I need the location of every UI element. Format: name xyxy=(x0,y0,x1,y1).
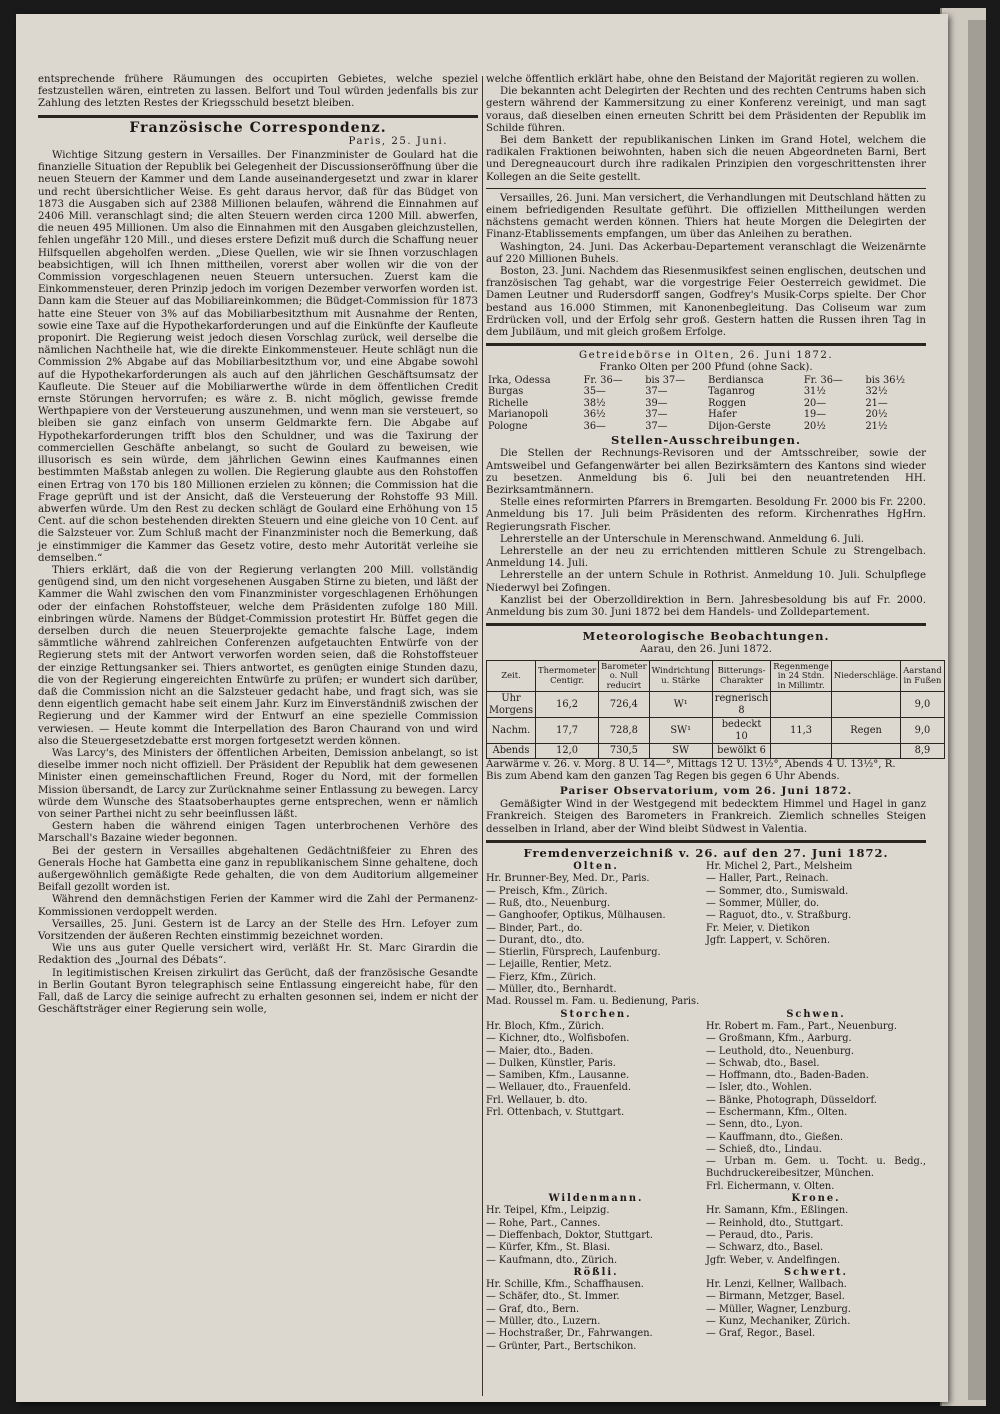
met-header-cell: Windrichtung u. Stärke xyxy=(649,660,712,692)
met-row xyxy=(487,692,945,718)
guest-entry: Frl. Wellauer, b. dto. xyxy=(486,1094,588,1106)
guest-entry: Hr. Brunner-Bey, Med. Dr., Paris. xyxy=(486,873,650,885)
guest-entry: — Kaufmann, dto., Zürich. xyxy=(486,1254,618,1266)
guest-entry: — Kauffmann, dto., Gießen. xyxy=(706,1131,844,1143)
guest-entry: Mad. Roussel m. Fam. u. Bedienung, Paris. xyxy=(486,996,700,1008)
guest-entry: — Binder, Part., do. xyxy=(486,922,583,934)
paragraph-9: In legitimistischen Kreisen zirkulirt das Gerücht, daß der französische Gesandte in Berlin Goutant Byron telegraphisch seine Entlassung eingereicht habe, für den Fall, daß de Larcy die seinige aufrecht zu erhalten gesonnen sei, indem er nicht der Geschäftsträger einer Regierung sein wolle, xyxy=(38,967,478,1016)
guest-entry: — Isler, dto., Wohlen. xyxy=(706,1082,812,1094)
met-cell xyxy=(771,692,832,718)
met-cell: Uhr Morgens xyxy=(487,692,536,718)
grain-cell: 31½ xyxy=(803,386,826,398)
met-header-cell: Bitterungs-Charakter xyxy=(712,660,771,692)
guest-entry: — Ganghoofer, Optikus, Mülhausen. xyxy=(486,910,666,922)
guest-entry: — Schwarz, dto., Basel. xyxy=(706,1242,824,1254)
grain-cell: Marianopoli xyxy=(488,409,549,421)
guest-entry: — Kürfer, Kfm., St. Blasi. xyxy=(486,1242,611,1254)
grain-cell: Hafer xyxy=(708,409,737,421)
met-cell: regnerisch 8 xyxy=(712,692,771,718)
grain-subtitle: Franko Olten per 200 Pfund (ohne Sack). xyxy=(599,362,813,374)
guest-entry: — Peraud, dto., Paris. xyxy=(706,1229,814,1241)
met-cell: 16,2 xyxy=(536,692,599,718)
guest-entry: — Graf, dto., Bern. xyxy=(486,1303,580,1315)
section-rule xyxy=(486,840,926,843)
stellen-heading: Stellen-Ausschreibungen. xyxy=(611,433,801,448)
column-divider xyxy=(482,76,483,1396)
met-table xyxy=(486,660,945,759)
stellen-p2: Stelle eines reformirten Pfarrers in Bremgarten. Besoldung Fr. 2000 bis Fr. 2200. Anmeldung bis 17. Juli beim Präsidenten des reform. Kirchenrathes HgHrn. Regierungsrath Fischer. xyxy=(486,497,926,533)
guest-entry: Fr. Meier, v. Dietikon xyxy=(706,922,810,934)
paragraph-4: Gestern haben die während einigen Tagen unterbrochenen Verhöre des Marschall's Bazaine wieder begonnen. xyxy=(38,821,478,845)
met-header-cell: Aarstand in Fußen xyxy=(901,660,944,692)
guest-entry: — Durant, dto., dto. xyxy=(486,934,585,946)
met-cell: 11,3 xyxy=(771,718,832,744)
stellen-p1: Die Stellen der Rechnungs-Revisoren und der Amtsschreiber, sowie der Amtsweibel und Gefangenwärter bei allen Bezirksämtern des Kantons sind wieder zu besetzen. Anmeldung bis 6. Juli bei den neuantretenden HH. Bezirksamtmännern. xyxy=(486,448,926,496)
fremden-right xyxy=(706,1009,926,1193)
met-row xyxy=(487,718,945,744)
guest-entry: — Hochstraßer, Dr., Fahrwangen. xyxy=(486,1328,653,1340)
met-cell: bewölkt 6 xyxy=(712,744,771,759)
right-paragraph-6: Boston, 23. Juni. Nachdem das Riesenmusikfest seinen englischen, deutschen und französischen Tag gehabt, war die vorgestrige Feier Oesterreich gewidmet. Die Damen Leutner und Rudersdorff sangen, Godfrey's Musik-Corps spielte. Der Chor bestand aus 16.000 Stimmen, mit Kanonenbegleitung. Das Coliseum war zum Erdrücken voll, und der Erfolg sehr groß. Gestern hatten die Russen ihren Tag in dem Jubiläum, und mit gleich großem Erfolge. xyxy=(486,266,926,339)
grain-cell: 35— xyxy=(583,386,606,398)
right-paragraph-5: Washington, 24. Juni. Das Ackerbau-Departement veranschlagt die Weizenärnte auf 220 Millionen Buhels. xyxy=(486,241,926,265)
guest-entry: Hr. Bloch, Kfm., Zürich. xyxy=(486,1020,605,1032)
grain-cell: 32½ xyxy=(865,386,888,398)
left-column xyxy=(38,74,478,1016)
fremden-right xyxy=(706,1267,926,1353)
back-page-shadow xyxy=(968,20,986,1400)
met-cell: 8,9 xyxy=(901,744,944,759)
guest-entry: — Urban m. Gem. u. Tocht. u. Bedg., Buchdruckereibesitzer, München. xyxy=(706,1156,926,1180)
paragraph-3: Was Larcy's, des Ministers der öffentlichen Arbeiten, Demission anbelangt, so ist dieselbe immer noch nicht offiziell. Der Präsident der Republik hat dem gewesenen Minister einen gemeinschaftlichen Freund, Roger du Nord, mit der formellen Mission übersandt, de Larcy zur Zurücknahme seiner Entlassung zu bewegen. Larcy würde dem Wunsche des Staatsoberhauptes gerne entsprechen, wenn er nämlich von seiner Parthei nicht zu sehr beeinflussen läßt. xyxy=(38,747,478,820)
guest-entry: — Raguot, dto., v. Straßburg. xyxy=(706,910,852,922)
guest-entry: — Sommer, Müller, do. xyxy=(706,897,820,909)
hotel-name: Rößli. xyxy=(573,1266,619,1278)
right-paragraph-2: Die bekannten acht Delegirten der Rechten und des rechten Centrums haben sich gestern während der Kammersitzung zu einer Konferenz vereinigt, und man sagt voraus, daß dieselben einen erneuten Schritt bei dem Präsidenten der Republik im Schilde führen. xyxy=(486,86,926,134)
grain-cell: 36— xyxy=(583,420,606,432)
guest-entry: Frl. Ottenbach, v. Stuttgart. xyxy=(486,1106,625,1118)
guest-entry: — Müller, dto., Luzern. xyxy=(486,1316,601,1328)
fremden-left xyxy=(486,1009,706,1193)
grain-cell: 37— xyxy=(645,409,668,421)
paragraph-1: Wichtige Sitzung gestern in Versailles. Der Finanzminister de Goulard hat die finanzielle Situation der Republik bei Gelegenheit der Discussionseröffnung über die neuen Steuern der Kammer und dem Lande auseinandergesetzt und zwar in klarer und recht übersichtlicher Weise. Es geht daraus hervor, daß für das Büdget von 1873 die Ausgaben sich auf 2388 Millionen belaufen, während die Einnahmen auf 2406 Mill. veranschlagt sind; die alten Steuern werden circa 1200 Mill. abwerfen, die neuen 495 Millionen. Um also die Einnahmen mit den Ausgaben gleichzustellen, fehlen ungefähr 120 Mill., und dieses erstere Defizit muß durch die Schaffung neuer Hilfsquellen abgeholfen werden. „Diese Quellen, wie wir sie Ihnen vorzuschlagen beabsichtigen, will ich Ihnen mittheilen, vorerst aber wollen wir die von der Commission vorgeschlagenen neuen Steuern untersuchen. Zuerst kam die Einkommensteuer, deren Prinzip jedoch im vorigen Dezember verworfen worden ist. Dann kam die Steuer auf das Mobiliareinkommen; die Büdget-Commission für 1873 hatte eine Steuer von 3% auf das Mobiliarbesitzthum mit Ausnahme der Renten, sowie eine Taxe auf die Hypothekarforderungen und auf die Einkünfte der Kaufleute proponirt. Die Regierung weist jedoch diesen Vorschlag zurück, weil derselbe die nämlichen Nachtheile hat, wie die direkte Einkommensteuer. Heute schlägt nun die Commission 2% Abgabe auf das Mobiliarbesitzthum vor, und eine Abgabe sowohl auf die Hypothekarforderungen als auch auf den jährlichen Geschäftsumsatz der Kaufleute. Die Steuer auf die Mobiliarwerthe würde in dem öffentlichen Credit ernste Störungen hervorrufen; es wäre z. B. nicht möglich, gewisse fremde Werthpapiere von der Versteuerung auszunehmen, und wenn man sie versteuert, so bleiben sie ganz einfach von unserm Geldmarkte fern. Die Abgabe auf Hypothekarforderungen trifft blos den Schuldner, und was die Taxirung der commerciellen Geschäfte anbelangt, so sucht de Goulard zu beweisen, wie illusorisch es sein würde, dem jährlichen Gewinn eines Kaufmannes einen bestimmten Maßstab anlegen zu wollen. Die Regierung glaubte aus den Rohstoffen einen Ertrag von 170 bis 180 Millionen erzielen zu können; die Commission hat die Frage geprüft und ist der Ansicht, daß die Versteuerung der Rohstoffe 93 Mill. abwerfen würde. Um den Rest zu decken schlägt de Goulard eine Erhöhung von 15 Cent. auf die schon bestehenden direkten Steuern und eine gleiche von 10 Cent. auf die Salzsteuer vor. Zum Schluß macht der Finanzminister noch die Bemerkung, daß je einstimmiger die Kammer das Gesetz votire, desto mehr Autorität verleihe sie demselben.“ xyxy=(38,150,478,564)
right-paragraph-1: welche öffentlich erklärt habe, ohne den Beistand der Majorität regieren zu wollen. xyxy=(486,74,920,85)
met-heading: Meteorologische Beobachtungen. xyxy=(582,629,830,644)
guest-entry: — Stierlin, Fürsprech, Laufenburg. xyxy=(486,947,661,959)
fremden-section xyxy=(486,1267,926,1353)
section-rule xyxy=(486,343,926,346)
met-cell: W¹ xyxy=(649,692,712,718)
hotel-name: Schwert. xyxy=(784,1266,848,1278)
met-header-cell: Thermometer Centigr. xyxy=(536,660,599,692)
stellen-p5: Lehrerstelle an der untern Schule in Rothrist. Anmeldung 10. Juli. Schulpflege Niederwyl bei Zofingen. xyxy=(486,570,926,594)
grain-cell: 39— xyxy=(645,397,668,409)
grain-cell: 20½ xyxy=(865,409,888,421)
guest-entry: — Preisch, Kfm., Zürich. xyxy=(486,885,608,897)
fremden-right xyxy=(706,861,926,1009)
guest-entry: — Sommer, dto., Sumiswald. xyxy=(706,885,849,897)
paragraph-8: Wie uns aus guter Quelle versichert wird, verläßt Hr. St. Marc Girardin die Redaktion des „Journal des Débats“. xyxy=(38,943,478,967)
grain-cell: Dijon-Gerste xyxy=(708,420,771,432)
guest-entry: — Schwab, dto., Basel. xyxy=(706,1057,820,1069)
fremden-left xyxy=(486,1193,706,1267)
grain-cell: 20— xyxy=(803,397,827,409)
stellen-p6: Kanzlist bei der Oberzolldirektion in Bern. Jahresbesoldung bis auf Fr. 2000. Anmeldung bis zum 30. Juni 1872 bei dem Handels- und Zolldepartement. xyxy=(486,594,926,619)
hotel-name: Storchen. xyxy=(560,1008,632,1020)
guest-entry: — Haller, Part., Reinach. xyxy=(706,873,829,885)
guest-entry: — Schäfer, dto., St. Immer. xyxy=(486,1291,620,1303)
fremden-right xyxy=(706,1193,926,1267)
guest-entry: Hr. Samann, Kfm., Eßlingen. xyxy=(706,1205,849,1217)
fremden-left xyxy=(486,861,706,1009)
hotel-name: Olten. xyxy=(573,861,619,873)
grain-cell: bis 36½ xyxy=(865,374,905,386)
guest-entry: — Samiben, Kfm., Lausanne. xyxy=(486,1070,630,1082)
met-cell: Regen xyxy=(831,718,900,744)
met-cell: SW xyxy=(649,744,712,759)
stellen-p4: Lehrerstelle an der neu zu errichtenden mittleren Schule zu Strengelbach. Anmeldung 14. Juli. xyxy=(486,546,926,570)
section-rule xyxy=(38,115,478,118)
met-cell xyxy=(831,692,900,718)
grain-cell: 19— xyxy=(803,409,827,421)
met-cell xyxy=(831,744,900,759)
grain-cell: Berdiansca xyxy=(708,374,764,386)
met-header-cell: Zeit. xyxy=(487,660,536,692)
grain-cell: Taganrog xyxy=(708,386,756,398)
guest-entry: Hr. Michel 2, Part., Melsheim xyxy=(706,861,853,873)
met-note-2: Bis zum Abend kam den ganzen Tag Regen bis gegen 6 Uhr Abends. xyxy=(486,770,840,782)
guest-entry: — Dulken, Künstler, Paris. xyxy=(486,1057,616,1069)
guest-entry: — Grünter, Part., Bertschikon. xyxy=(486,1340,637,1352)
fremden-section xyxy=(486,861,926,1009)
guest-entry: — Schieß, dto., Lindau. xyxy=(706,1143,822,1155)
hotel-name: Schwen. xyxy=(786,1008,846,1020)
grain-title: Getreidebörse in Olten, 26. Juni 1872. xyxy=(578,350,834,362)
newspaper-page xyxy=(16,14,948,1402)
met-header-cell: Barometer o. Null reducirt xyxy=(599,660,649,692)
article-heading: Französische Correspondenz. xyxy=(129,119,387,136)
grain-row xyxy=(486,398,926,410)
met-cell: 728,8 xyxy=(599,718,649,744)
met-cell: 17,7 xyxy=(536,718,599,744)
guest-entry: — Reinhold, dto., Stuttgart. xyxy=(706,1217,844,1229)
grain-cell: Burgas xyxy=(488,386,524,398)
guest-entry: — Kunz, Mechaniker, Zürich. xyxy=(706,1316,851,1328)
article-dateline: Paris, 25. Juni. xyxy=(348,135,448,147)
grain-cell: 37— xyxy=(645,420,668,432)
hotel-name: Wildenmann. xyxy=(548,1193,644,1205)
paragraph-2: Thiers erklärt, daß die von der Regierung verlangten 200 Mill. vollständig genügend sind, um den nicht vorgesehenen Ausgaben Stirne zu bieten, und läßt der Kammer die Wahl zwischen den vom Finanzminister vorgeschlagenen Erhöhungen oder der einfachen Rohstoffsteuer, welche dem Präsidenten zufolge 180 Mill. einbringen würde. Namens der Büdget-Commission protestirt Hr. Büffet gegen die derselben durch die neuen Steuerprojekte gemachte falsche Lage, indem sämmtliche während zahlreichen Conferenzen aufgetauchten Entwürfe von der Regierung stets mit der Antwort verworfen worden seien, daß die Rohstoffsteuer der einzige Rettungsanker sei. Thiers antwortet, es genügten einige Stunden dazu, die von der Regierung eingereichten Entwürfe zu prüfen; er wundert sich darüber, daß die Commission nicht an die Salzsteuer gedacht habe, und fragt sich, was sie denn eigentlich gemacht habe seit einem Jahr. Kurz im Einverständniß zwischen der Regierung und der Kammer wird der Entwurf an eine spezielle Commission verwiesen. — Heute kommt die Interpellation des Baron Chaurand von und wird also die Steuergesetzdebatte erst morgen fortgesetzt werden können. xyxy=(38,564,478,747)
grain-cell: 37— xyxy=(645,386,668,398)
guest-entry: — Dieffenbach, Doktor, Stuttgart. xyxy=(486,1229,653,1241)
grain-row xyxy=(486,386,926,398)
grain-cell: 21½ xyxy=(865,420,888,432)
grain-row xyxy=(486,409,926,421)
guest-entry: — Großmann, Kfm., Aarburg. xyxy=(706,1033,852,1045)
guest-entry: — Rohe, Part., Cannes. xyxy=(486,1217,601,1229)
met-cell: Abends xyxy=(487,744,536,759)
met-cell xyxy=(771,744,832,759)
guest-entry: — Graf, Regor., Basel. xyxy=(706,1328,816,1340)
fremden-list xyxy=(486,861,926,1353)
intro-paragraph: entsprechende frühere Räumungen des occupirten Gebietes, welche speziel festzustellen wären, eintreten zu lassen. Belfort und Toul würden jedenfalls bis zur Zahlung des letzten Restes der Kriegsschuld besetzt bleiben. xyxy=(38,74,478,110)
guest-entry: Jgfr. Lappert, v. Schören. xyxy=(706,934,831,946)
grain-cell: 36½ xyxy=(583,409,606,421)
guest-entry: — Maier, dto., Baden. xyxy=(486,1045,594,1057)
guest-entry: — Senn, dto., Lyon. xyxy=(706,1119,803,1131)
grain-cell: bis 37— xyxy=(645,374,686,386)
fremden-heading: Fremdenverzeichniß v. 26. auf den 27. Juni 1872. xyxy=(523,845,889,860)
guest-entry: — Birmann, Metzger, Basel. xyxy=(706,1291,845,1303)
grain-cell: Roggen xyxy=(708,397,747,409)
guest-entry: Hr. Schille, Kfm., Schaffhausen. xyxy=(486,1279,644,1291)
guest-entry: — Hoffmann, dto., Baden-Baden. xyxy=(706,1070,869,1082)
guest-entry: — Lejaille, Rentier, Metz. xyxy=(486,959,612,971)
fremden-section xyxy=(486,1009,926,1193)
guest-entry: — Kichner, dto., Wolfisbofen. xyxy=(486,1033,630,1045)
guest-entry: — Ruß, dto., Neuenburg. xyxy=(486,897,611,909)
met-subheading: Aarau, den 26. Juni 1872. xyxy=(639,644,773,656)
guest-entry: Hr. Robert m. Fam., Part., Neuenburg. xyxy=(706,1020,897,1032)
grain-cell: Fr. 36— xyxy=(583,374,623,386)
section-rule xyxy=(486,623,926,626)
right-paragraph-4: Versailles, 26. Juni. Man versichert, die Verhandlungen mit Deutschland hätten zu einem befriedigenden Resultate geführt. Die offiziellen Mittheilungen werden nächstens gemacht werden können. Thiers hat heute Morgen die Delegirten der Finanz-Etablissements empfangen, um über das Anleihen zu berathen. xyxy=(486,192,926,241)
met-header-cell: Regenmenge in 24 Stdn. in Millimtr. xyxy=(771,660,832,692)
met-cell: 9,0 xyxy=(901,718,944,744)
paragraph-5: Bei der gestern in Versailles abgehaltenen Gedächtnißfeier zu Ehren des Generals Hoche hat Gambetta eine ganz in republikanischem Sinne gehaltene, doch außergewöhnlich gemäßigte Rede gehalten, die von dem Auditorium allgemeiner Beifall gezollt worden ist. xyxy=(38,845,478,894)
fremden-section xyxy=(486,1193,926,1267)
fremden-left xyxy=(486,1267,706,1353)
right-paragraph-3: Bei dem Bankett der republikanischen Linken im Grand Hotel, welchem die radikalen Fraktionen beiwohnten, haben sich die neuen Abgeordneten Barni, Bert und Deregneaucourt durch ihre radikalen Prinzipien den vorgeschrittensten ihrer Kollegen an die Seite gestellt. xyxy=(486,135,926,183)
met-cell: 12,0 xyxy=(536,744,599,759)
paragraph-6: Während den demnächstigen Ferien der Kammer wird die Zahl der Permanenz-Kommissionen verdoppelt werden. xyxy=(38,894,478,918)
met-cell: 730,5 xyxy=(599,744,649,759)
grain-row xyxy=(486,375,926,387)
guest-entry: — Fierz, Kfm., Zürich. xyxy=(486,971,597,983)
observatory-text: Gemäßigter Wind in der Westgegend mit bedecktem Himmel und Hagel in ganz Frankreich. Steigen des Barometers in Frankreich. Ziemlich schnelles Steigen desselben in Irland, aber der Wind bleibt Südwest in Valentia. xyxy=(486,799,926,835)
guest-entry: — Bänke, Photograph, Düsseldorf. xyxy=(706,1094,877,1106)
stellen-p3: Lehrerstelle an der Unterschule in Merenschwand. Anmeldung 6. Juli. xyxy=(500,533,864,545)
grain-table xyxy=(486,375,926,433)
met-header-cell: Niederschläge. xyxy=(831,660,900,692)
grain-cell: 38½ xyxy=(583,397,606,409)
met-cell: bedeckt 10 xyxy=(712,718,771,744)
divider xyxy=(486,188,926,189)
met-note-1: Aarwärme v. 26. v. Morg. 8 U. 14—°, Mittags 12 U. 13½°, Abends 4 U. 13½°, R. xyxy=(486,758,896,770)
guest-entry: Frl. Eichermann, v. Olten. xyxy=(706,1180,835,1192)
guest-entry: — Eschermann, Kfm., Olten. xyxy=(706,1106,848,1118)
grain-cell: Irka, Odessa xyxy=(488,374,551,386)
guest-entry: Hr. Teipel, Kfm., Leipzig. xyxy=(486,1205,610,1217)
met-cell: Nachm. xyxy=(487,718,536,744)
met-row xyxy=(487,744,945,759)
guest-entry: — Müller, dto., Bernhardt. xyxy=(486,984,617,996)
grain-cell: Fr. 36— xyxy=(803,374,843,386)
grain-cell: 20½ xyxy=(803,420,826,432)
observatory-heading: Pariser Observatorium, vom 26. Juni 1872. xyxy=(559,785,853,798)
met-cell: SW¹ xyxy=(649,718,712,744)
paragraph-7: Versailles, 25. Juni. Gestern ist de Larcy an der Stelle des Hrn. Lefoyer zum Vorsitzenden der äußeren Rechten einstimmig bezeichnet worden. xyxy=(38,918,478,943)
guest-entry: Hr. Lenzi, Kellner, Wallbach. xyxy=(706,1279,847,1291)
grain-row xyxy=(486,421,926,433)
grain-cell: Pologne xyxy=(488,420,528,432)
guest-entry: — Leuthold, dto., Neuenburg. xyxy=(706,1045,855,1057)
grain-cell: 21— xyxy=(865,397,888,409)
guest-entry: — Müller, Wagner, Lenzburg. xyxy=(706,1303,851,1315)
guest-entry: — Wellauer, dto., Frauenfeld. xyxy=(486,1082,631,1094)
hotel-name: Krone. xyxy=(791,1193,841,1205)
right-column xyxy=(486,74,942,1353)
met-cell: 9,0 xyxy=(901,692,944,718)
met-cell: 726,4 xyxy=(599,692,649,718)
guest-entry: Jgfr. Weber, v. Andelfingen. xyxy=(706,1254,841,1266)
grain-cell: Richelle xyxy=(488,397,529,409)
